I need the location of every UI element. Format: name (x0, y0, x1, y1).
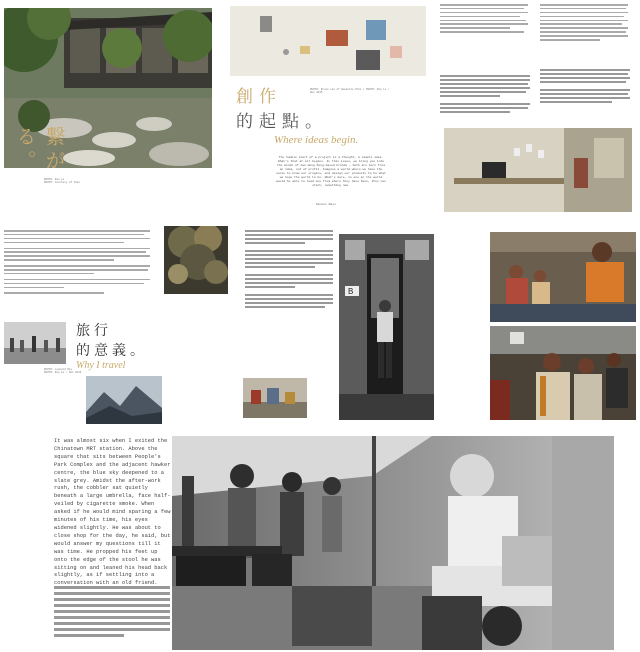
caption-line: PHOTO: Ryo Lo (44, 178, 65, 181)
intro-body: The humble start of a project is a thought, a simple idea. What's that at all begins. In this issue, we bring you into the minds of two Hong Kong-based brands — both are born from an idea, not of profit. Imagine a world where we have the sense to know our origins, and design our products to be what we hope the world to be. What's more, no one in the world would be able to lead one from where they have been, they can start, something new. (276, 156, 386, 187)
caption-line: PHOTO: Leonard Rey (44, 368, 73, 371)
subtitle: Why I travel (76, 360, 126, 371)
title-line: 旅行 (76, 324, 112, 339)
moodboard-photo (230, 6, 426, 76)
spread-passengers (490, 232, 636, 420)
photo-caption (44, 368, 81, 375)
spread-ideas (230, 6, 426, 211)
title-line: 的意義。 (76, 344, 148, 359)
travel-title (76, 320, 148, 371)
spread-travel (4, 226, 230, 426)
text-column-right (540, 4, 632, 105)
text-column-left (440, 4, 532, 115)
train-text-block (245, 230, 335, 310)
tree-photo (164, 226, 228, 294)
cobbler-chinese-text (54, 586, 170, 640)
travel-body-text (4, 230, 154, 296)
market-photo (243, 378, 307, 418)
cobbler-body: It was almost six when I exited the Chinatown MRT station. Above the square that sits between People's Park Complex and the adjacent hawker centre, the blue sky deepened to a slate grey. Amidst the after-work rush, the cobbler sat quietly beneath a large umbrella, face half-veiled by cigarette smoke. When asked if he would mind sparing a few minutes of his time, his eyes widened slightly. He was about to close shop for the day, he said, but would answer my questions till it was time. He propped his feet up onto the edge of the stool he was sitting on and leaned his head back slightly, as if settling into a conversation with an old friend. (54, 438, 171, 587)
crowd-photo (4, 322, 66, 364)
vertical-title: 繋がる。 (13, 126, 64, 174)
photo-caption: PHOTO: Bruce Lee of Ammonite Orbs | PHOTO: Ryo Lo / Dec 2015 (310, 88, 390, 95)
mountain-photo (86, 376, 162, 424)
spread-cobbler (2, 436, 614, 650)
cobbler-photo (172, 436, 614, 650)
spread-train (243, 230, 434, 420)
train-door-photo (339, 234, 434, 420)
byline: Daniel Rays (316, 203, 336, 206)
passengers-photo-bottom (490, 326, 636, 420)
spread-studio (440, 4, 636, 214)
subtitle: Where ideas begin. (274, 134, 359, 146)
studio-photo (444, 128, 632, 212)
title-line: 創作 (236, 87, 282, 106)
caption-line: PHOTO: Ryo Lo / Dec 2015 (44, 371, 82, 375)
caption-line: PHOTO: Courtesy of Toko (44, 181, 80, 185)
title-line: 的起點。 (236, 112, 328, 131)
spread-garden (4, 8, 212, 213)
passengers-photo-top (490, 232, 636, 322)
photo-caption (44, 178, 80, 185)
svg-text:B: B (348, 287, 354, 296)
